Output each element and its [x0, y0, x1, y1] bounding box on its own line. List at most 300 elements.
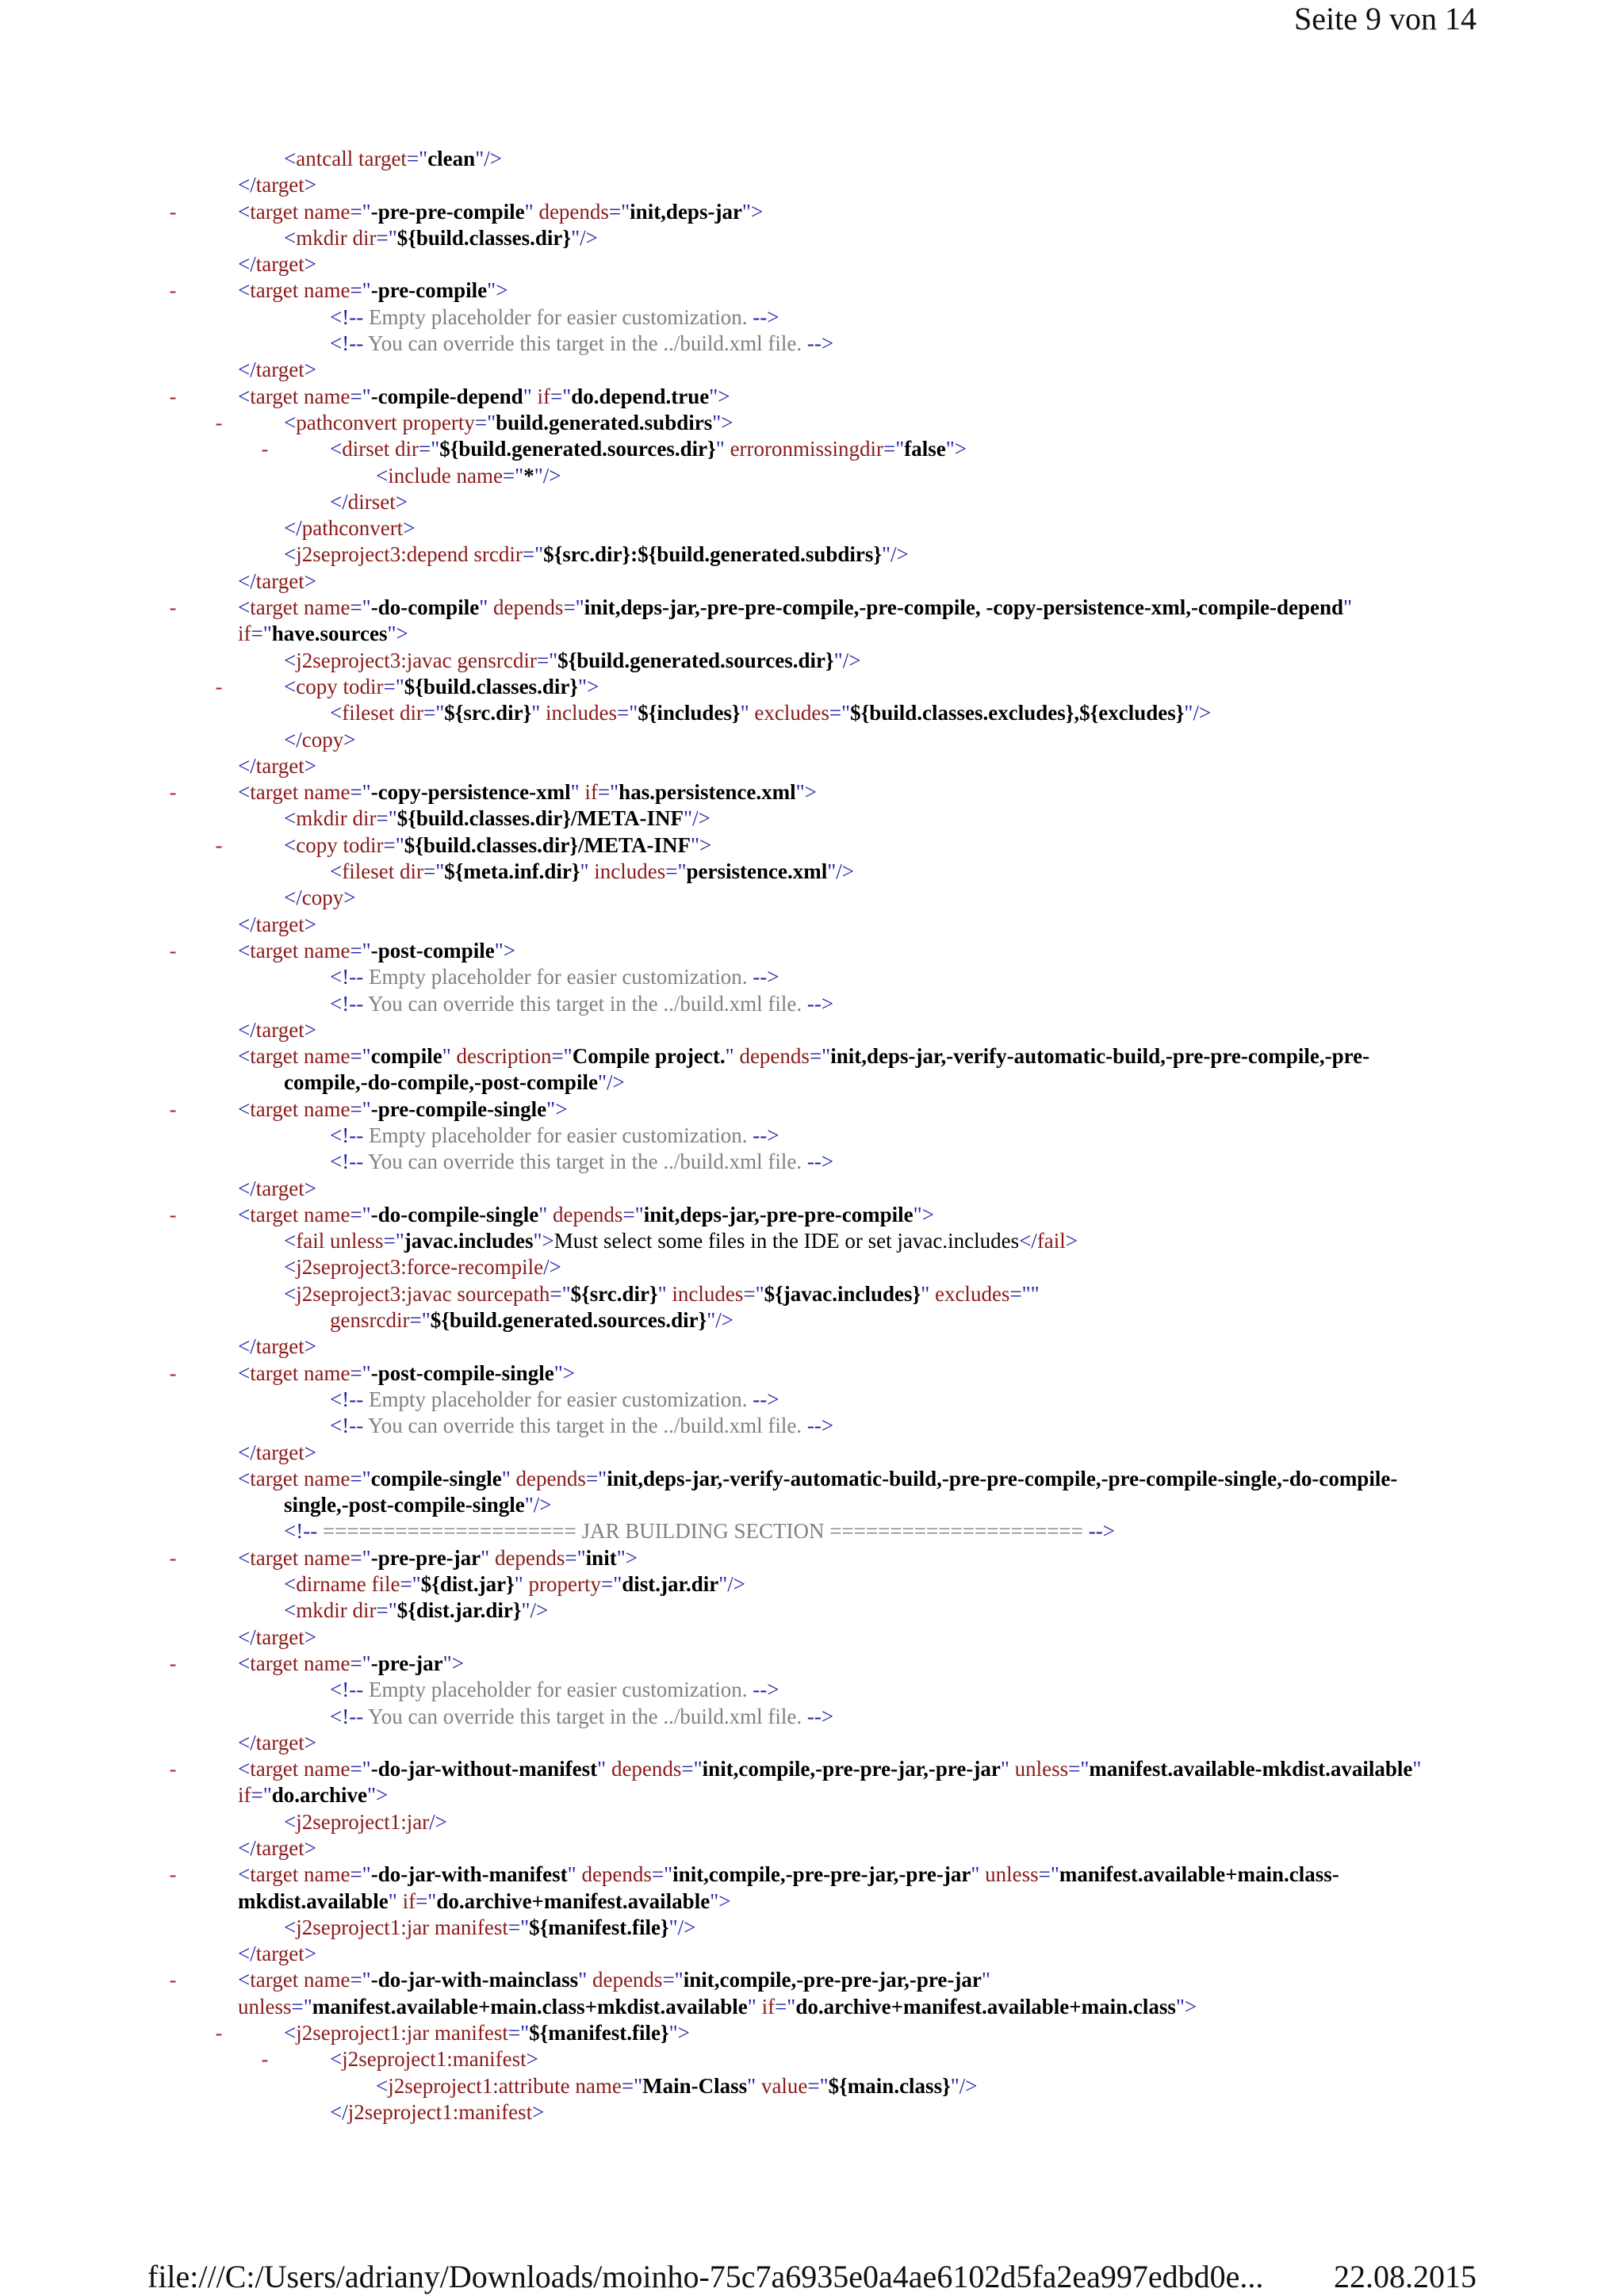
- xml-element-name: j2seproject3:javac: [296, 648, 452, 672]
- xml-element-name: target: [250, 1651, 299, 1675]
- xml-attribute-value: -do-jar-with-manifest: [370, 1862, 568, 1887]
- xml-bracket: =": [416, 1888, 437, 1913]
- xml-attribute-name: if: [396, 1888, 416, 1913]
- xml-attribute-name: includes: [588, 859, 666, 884]
- collapse-toggle[interactable]: -: [169, 780, 177, 805]
- xml-element-name: fileset: [342, 859, 395, 884]
- xml-line: [155, 1043, 1503, 1070]
- xml-bracket: >: [526, 2047, 538, 2072]
- xml-attribute-name: unless: [238, 1994, 292, 2019]
- xml-bracket: >: [304, 358, 316, 382]
- footer-print-date: 22.08.2015: [1334, 2259, 1477, 2294]
- collapse-toggle[interactable]: -: [169, 1360, 177, 1385]
- xml-attribute-name: name: [298, 1545, 350, 1570]
- xml-bracket: ">: [487, 278, 508, 303]
- xml-line: [155, 384, 1503, 410]
- xml-line-content: [330, 1387, 779, 1413]
- xml-bracket: =": [597, 780, 619, 805]
- xml-element-name: target: [250, 1360, 299, 1385]
- xml-line: [155, 1281, 1503, 1307]
- xml-element-name: copy: [301, 727, 344, 752]
- xml-element-name: j2seproject1:jar: [296, 2021, 430, 2045]
- xml-attribute-value: dist.jar.dir: [622, 1572, 719, 1597]
- xml-line-content: [330, 331, 833, 357]
- collapse-toggle[interactable]: -: [169, 199, 177, 224]
- xml-line-content: [330, 964, 779, 990]
- xml-bracket: </: [238, 1176, 256, 1200]
- xml-line: [155, 463, 1503, 489]
- xml-attribute-value: manifest.available-mkdist.available: [1089, 1757, 1413, 1781]
- xml-attribute-name: dir: [347, 1598, 377, 1623]
- xml-line-content: [284, 1228, 1078, 1254]
- xml-bracket: ": [570, 780, 580, 805]
- xml-attribute-name: if: [579, 780, 598, 805]
- xml-bracket: =": [551, 1044, 573, 1069]
- xml-attribute-value: init,compile,-pre-pre-jar,-pre-jar: [702, 1757, 1001, 1781]
- collapse-toggle[interactable]: -: [215, 410, 223, 434]
- xml-line-content: [238, 277, 508, 304]
- collapse-toggle[interactable]: -: [169, 938, 177, 962]
- xml-element-name: target: [250, 1466, 299, 1490]
- xml-line-content: [238, 1941, 316, 1967]
- xml-bracket: </: [238, 1942, 256, 1966]
- xml-line: [155, 1070, 1503, 1096]
- xml-bracket: ": [740, 701, 749, 725]
- xml-attribute-value: persistence.xml: [686, 859, 828, 884]
- xml-bracket: -->: [753, 1387, 779, 1411]
- xml-bracket: ": [479, 595, 488, 620]
- collapse-toggle[interactable]: -: [169, 1757, 177, 1781]
- xml-line-content: [330, 1704, 833, 1730]
- xml-attribute-value: build.generated.subdirs: [496, 410, 713, 434]
- xml-attribute-value: init: [585, 1545, 617, 1570]
- xml-bracket: ">: [578, 674, 599, 698]
- xml-line: [155, 1651, 1503, 1677]
- xml-bracket: ": [388, 1888, 397, 1913]
- xml-attribute-name: name: [298, 1202, 350, 1226]
- xml-attribute-value: ${build.classes.dir}: [396, 225, 572, 250]
- xml-attribute-value: ${meta.inf.dir}: [444, 859, 580, 884]
- xml-line-content: [330, 1149, 833, 1175]
- xml-bracket: </: [238, 1017, 256, 1042]
- xml-attribute-name: dir: [394, 701, 423, 725]
- xml-bracket: =": [350, 1757, 371, 1781]
- xml-bracket: ": [1000, 1757, 1009, 1781]
- collapse-toggle[interactable]: -: [169, 384, 177, 408]
- xml-attribute-name: name: [569, 2073, 622, 2098]
- xml-bracket: =": [809, 1044, 831, 1069]
- xml-bracket: "/>: [571, 225, 598, 250]
- xml-bracket: ">: [945, 437, 967, 461]
- xml-bracket: =": [883, 437, 905, 461]
- xml-line: [155, 1994, 1503, 2020]
- xml-line-content: [330, 436, 967, 462]
- xml-line-content: [238, 912, 316, 938]
- xml-attribute-value: clean: [427, 147, 476, 170]
- xml-bracket: ">: [709, 384, 730, 408]
- xml-bracket: =": [617, 701, 638, 725]
- xml-bracket: "/>: [597, 1070, 625, 1095]
- xml-attribute-value: -pre-compile: [370, 278, 488, 303]
- xml-line-content: [284, 1254, 561, 1280]
- xml-bracket: />: [543, 1255, 561, 1280]
- xml-text: Must select some files in the IDE or set javac.includes: [553, 1229, 1020, 1253]
- xml-line: [155, 1096, 1503, 1123]
- xml-attribute-value: javac.includes: [404, 1229, 534, 1253]
- xml-line-content: [284, 1571, 745, 1598]
- xml-attribute-name: name: [298, 1968, 350, 1992]
- xml-line-content: [238, 938, 515, 964]
- xml-bracket: >: [304, 1836, 316, 1860]
- xml-bracket: ">: [387, 622, 408, 646]
- xml-line-content: [238, 1994, 1197, 2020]
- xml-element-name: target: [255, 358, 304, 382]
- xml-bracket: <: [238, 1096, 251, 1121]
- xml-line-content: [284, 1281, 1040, 1307]
- xml-attribute-name: dir: [394, 859, 423, 884]
- xml-attribute-name: name: [298, 1757, 350, 1781]
- collapse-toggle[interactable]: -: [215, 674, 223, 698]
- xml-bracket: =": [829, 701, 851, 725]
- xml-line-content: [284, 1492, 552, 1518]
- xml-element-name: target: [255, 252, 304, 277]
- xml-line-content: [238, 1545, 638, 1571]
- xml-bracket: <!--: [330, 991, 364, 1016]
- xml-bracket: -->: [753, 1123, 779, 1147]
- xml-bracket: =": [681, 1757, 703, 1781]
- collapse-toggle[interactable]: -: [169, 1545, 177, 1570]
- xml-bracket: </: [238, 173, 256, 197]
- xml-bracket: ": [481, 1545, 490, 1570]
- xml-document-body: [155, 146, 1503, 2126]
- xml-bracket: <: [284, 1915, 297, 1939]
- collapse-toggle[interactable]: -: [169, 1862, 177, 1887]
- xml-bracket: =": [251, 1783, 272, 1808]
- xml-attribute-value: -compile-depend: [370, 384, 523, 408]
- xml-bracket: =": [350, 1968, 371, 1992]
- xml-bracket: =": [622, 1202, 644, 1226]
- xml-bracket: <: [238, 1360, 251, 1385]
- xml-line-content: [330, 700, 1211, 726]
- xml-line: [155, 331, 1503, 357]
- xml-attribute-name: depends: [547, 1202, 623, 1226]
- xml-bracket: =": [350, 1862, 371, 1887]
- xml-element-name: j2seproject3:force-recompile: [296, 1255, 544, 1280]
- xml-attribute-value: init,deps-jar,-verify-automatic-build,-pre-pre-compile,-pre-compile-single,-do-compile-: [607, 1466, 1398, 1490]
- xml-bracket: <: [376, 463, 389, 488]
- collapse-toggle[interactable]: -: [169, 1202, 177, 1226]
- xml-line: [155, 674, 1503, 700]
- collapse-toggle[interactable]: -: [169, 278, 177, 303]
- xml-bracket: </: [238, 1334, 256, 1359]
- xml-line: [155, 436, 1503, 462]
- xml-bracket: >: [304, 1334, 316, 1359]
- xml-bracket: </: [284, 516, 302, 541]
- xml-line-content: [238, 1756, 1421, 1782]
- collapse-toggle[interactable]: -: [169, 595, 177, 620]
- xml-bracket: </: [238, 1836, 256, 1860]
- xml-element-name: target: [250, 1968, 299, 1992]
- xml-bracket: ">: [553, 1360, 575, 1385]
- xml-line: [155, 1228, 1503, 1254]
- xml-line-content: [238, 779, 817, 806]
- xml-attribute-name: if: [756, 1994, 776, 2019]
- xml-line: [155, 2073, 1503, 2099]
- xml-bracket: =": [550, 384, 572, 408]
- xml-line: [155, 621, 1503, 647]
- xml-comment-text: You can override this target in the ../build.xml file.: [363, 1414, 807, 1438]
- xml-bracket: <: [284, 1281, 297, 1306]
- collapse-toggle[interactable]: -: [215, 832, 223, 857]
- xml-attribute-name: description: [450, 1044, 552, 1069]
- xml-bracket: =": [600, 1572, 622, 1597]
- xml-line: [155, 885, 1503, 911]
- xml-bracket: <!--: [330, 304, 364, 329]
- xml-attribute-value: ${manifest.file}: [529, 1915, 669, 1939]
- xml-attribute-value: -do-compile-single: [370, 1202, 539, 1226]
- xml-bracket: -->: [806, 1150, 834, 1174]
- xml-bracket: >: [1065, 1229, 1078, 1253]
- xml-attribute-name: excludes: [929, 1281, 1010, 1306]
- xml-bracket: ": [747, 2073, 756, 2098]
- xml-bracket: =": [376, 225, 397, 250]
- xml-element-name: target: [255, 753, 304, 778]
- xml-bracket: <: [330, 701, 343, 725]
- collapse-toggle[interactable]: -: [215, 2021, 223, 2045]
- xml-bracket: =": [376, 806, 397, 831]
- xml-line: [155, 251, 1503, 277]
- xml-attribute-value: ${main.class}: [828, 2073, 951, 2098]
- xml-element-name: fail: [296, 1229, 325, 1253]
- xml-bracket: >: [304, 252, 316, 277]
- xml-bracket: =": [383, 1229, 404, 1253]
- xml-bracket: >: [304, 912, 316, 936]
- xml-element-name: mkdir: [296, 225, 347, 250]
- xml-bracket: ": [580, 859, 589, 884]
- xml-bracket: <: [284, 542, 297, 567]
- xml-line: [155, 727, 1503, 753]
- xml-bracket: =": [350, 278, 371, 303]
- xml-bracket: >: [304, 1942, 316, 1966]
- xml-bracket: <: [284, 1572, 297, 1597]
- xml-attribute-value: do.archive+manifest.available+main.class: [795, 1994, 1176, 2019]
- xml-bracket: =": [350, 1651, 371, 1675]
- xml-bracket: >: [343, 886, 356, 910]
- collapse-toggle[interactable]: -: [169, 1968, 177, 1992]
- xml-bracket: "/>: [833, 648, 861, 672]
- xml-element-name: target: [255, 173, 304, 197]
- xml-line-content: [330, 304, 779, 331]
- xml-attribute-name: target: [353, 147, 407, 170]
- xml-bracket: ="": [1009, 1281, 1040, 1306]
- xml-bracket: =": [550, 1281, 571, 1306]
- xml-bracket: =": [350, 595, 371, 620]
- xml-bracket: <!--: [330, 965, 364, 989]
- xml-line-content: [284, 1070, 625, 1096]
- xml-element-name: target: [255, 1440, 304, 1464]
- xml-attribute-name: name: [298, 1044, 350, 1069]
- xml-line: [155, 541, 1503, 568]
- xml-element-name: j2seproject3:javac: [296, 1281, 452, 1306]
- xml-bracket: =": [350, 199, 371, 224]
- xml-bracket: =": [743, 1281, 764, 1306]
- xml-bracket: "/>: [475, 147, 502, 170]
- xml-line: [155, 1334, 1503, 1360]
- xml-line: [155, 1254, 1503, 1280]
- xml-attribute-name: name: [298, 780, 350, 805]
- xml-line: [155, 304, 1503, 331]
- xml-line: [155, 938, 1503, 964]
- xml-attribute-value: ${build.classes.excludes},${excludes}: [850, 701, 1185, 725]
- xml-bracket: =": [522, 542, 544, 567]
- xml-element-name: mkdir: [296, 806, 347, 831]
- xml-line: [155, 357, 1503, 383]
- xml-bracket: <: [238, 1202, 251, 1226]
- collapse-toggle[interactable]: -: [261, 2047, 269, 2072]
- xml-bracket: =": [383, 674, 404, 698]
- xml-attribute-value: false: [904, 437, 946, 461]
- xml-attribute-value: -pre-pre-jar: [370, 1545, 481, 1570]
- xml-element-name: target: [255, 1176, 304, 1200]
- xml-element-name: j2seproject1:manifest: [347, 2099, 533, 2124]
- xml-line-content: [238, 1360, 575, 1387]
- xml-attribute-name: depends: [587, 1968, 663, 1992]
- xml-bracket: ": [657, 1281, 667, 1306]
- xml-attribute-value: compile,-do-compile,-post-compile: [284, 1070, 598, 1095]
- xml-attribute-name: value: [756, 2073, 808, 2098]
- xml-bracket: >: [304, 753, 316, 778]
- xml-element-name: mkdir: [296, 1598, 347, 1623]
- xml-bracket: <: [284, 147, 297, 170]
- xml-attribute-name: gensrcdir: [330, 1308, 410, 1333]
- xml-attribute-name: depends: [488, 595, 564, 620]
- xml-bracket: <: [284, 410, 297, 434]
- xml-attribute-value: init,deps-jar,-verify-automatic-build,-pre-pre-compile,-pre-: [830, 1044, 1370, 1069]
- xml-element-name: target: [250, 199, 299, 224]
- xml-line: [155, 806, 1503, 832]
- xml-attribute-name: name: [298, 1862, 350, 1887]
- xml-bracket: <: [284, 674, 297, 698]
- xml-line-content: [238, 1888, 730, 1915]
- xml-element-name: j2seproject1:manifest: [342, 2047, 527, 2072]
- xml-element-name: target: [250, 278, 299, 303]
- xml-line-content: [238, 1334, 316, 1360]
- xml-attribute-name: dir: [347, 806, 377, 831]
- xml-bracket: =": [350, 780, 371, 805]
- xml-line: [155, 912, 1503, 938]
- xml-bracket: >: [395, 489, 408, 514]
- xml-element-name: copy: [301, 886, 344, 910]
- xml-bracket: <: [238, 1862, 251, 1887]
- xml-comment-text: Empty placeholder for easier customization.: [363, 1123, 753, 1147]
- xml-attribute-name: unless: [1009, 1757, 1069, 1781]
- xml-attribute-name: depends: [733, 1044, 810, 1069]
- xml-bracket: </: [330, 489, 348, 514]
- xml-bracket: =": [423, 859, 445, 884]
- xml-attribute-name: excludes: [749, 701, 829, 725]
- xml-line: [155, 700, 1503, 726]
- xml-element-name: target: [255, 1624, 304, 1649]
- xml-attribute-name: manifest: [429, 1915, 508, 1939]
- xml-attribute-value: -do-jar-without-manifest: [370, 1757, 598, 1781]
- xml-line: [155, 1176, 1503, 1202]
- xml-bracket: ": [524, 199, 534, 224]
- xml-line-content: [330, 1413, 833, 1439]
- xml-bracket: =": [662, 1968, 684, 1992]
- xml-attribute-value: Main-Class: [642, 2073, 748, 2098]
- collapse-toggle[interactable]: -: [169, 1096, 177, 1121]
- xml-line-content: [284, 541, 909, 568]
- xml-bracket: <: [238, 384, 251, 408]
- xml-element-name: copy: [296, 674, 338, 698]
- xml-element-name: target: [250, 1044, 299, 1069]
- xml-bracket: </: [1019, 1229, 1037, 1253]
- xml-bracket: <: [284, 1809, 297, 1834]
- xml-element-name: dirset: [347, 489, 396, 514]
- xml-attribute-value: ${build.generated.sources.dir}: [430, 1308, 707, 1333]
- xml-bracket: <!--: [330, 1150, 364, 1174]
- xml-element-name: copy: [296, 832, 338, 857]
- xml-attribute-value: manifest.available+main.class+mkdist.available: [312, 1994, 748, 2019]
- xml-bracket: =": [1068, 1757, 1090, 1781]
- xml-bracket: ">: [1175, 1994, 1197, 2019]
- xml-attribute-name: depends: [510, 1466, 586, 1490]
- xml-line-content: [284, 2020, 690, 2046]
- xml-line-content: [238, 1782, 388, 1808]
- xml-element-name: target: [250, 384, 299, 408]
- xml-line-content: [330, 1307, 733, 1334]
- xml-line-content: [284, 832, 711, 859]
- xml-attribute-value: init,deps-jar,-pre-pre-compile: [643, 1202, 914, 1226]
- xml-attribute-value: do.archive+manifest.available: [436, 1888, 710, 1913]
- xml-bracket: </: [330, 2099, 348, 2124]
- xml-line-content: [284, 410, 733, 436]
- xml-bracket: =": [807, 2073, 829, 2098]
- collapse-toggle[interactable]: -: [169, 1651, 177, 1675]
- xml-element-name: target: [250, 1202, 299, 1226]
- xml-bracket: =": [350, 1545, 371, 1570]
- xml-bracket: </: [238, 912, 256, 936]
- xml-element-name: pathconvert: [296, 410, 397, 434]
- xml-attribute-value: ${includes}: [638, 701, 741, 725]
- xml-line-content: [330, 1123, 779, 1149]
- xml-line-content: [238, 384, 730, 410]
- xml-line-content: [376, 2073, 977, 2099]
- xml-line: [155, 1571, 1503, 1598]
- xml-bracket: =": [418, 437, 440, 461]
- xml-line-content: [238, 1440, 316, 1466]
- xml-element-name: j2seproject1:attribute: [388, 2073, 570, 2098]
- xml-element-name: target: [250, 1757, 299, 1781]
- xml-bracket: <!--: [330, 1387, 364, 1411]
- xml-element-name: target: [255, 1942, 304, 1966]
- xml-line-content: [238, 1466, 1397, 1492]
- xml-bracket: =": [502, 463, 524, 488]
- xml-bracket: <!--: [330, 1123, 364, 1147]
- xml-line: [155, 753, 1503, 779]
- collapse-toggle[interactable]: -: [261, 437, 269, 461]
- xml-element-name: antcall: [296, 147, 354, 170]
- xml-line: [155, 648, 1503, 674]
- xml-element-name: target: [250, 938, 299, 962]
- xml-attribute-value: init,compile,-pre-pre-jar,-pre-jar: [683, 1968, 982, 1992]
- xml-bracket: <: [284, 806, 297, 831]
- xml-bracket: =": [565, 1545, 586, 1570]
- xml-line: [155, 1704, 1503, 1730]
- xml-attribute-value: ${build.classes.dir}/META-INF: [396, 806, 684, 831]
- xml-bracket: "/>: [827, 859, 854, 884]
- xml-line-content: [284, 885, 355, 911]
